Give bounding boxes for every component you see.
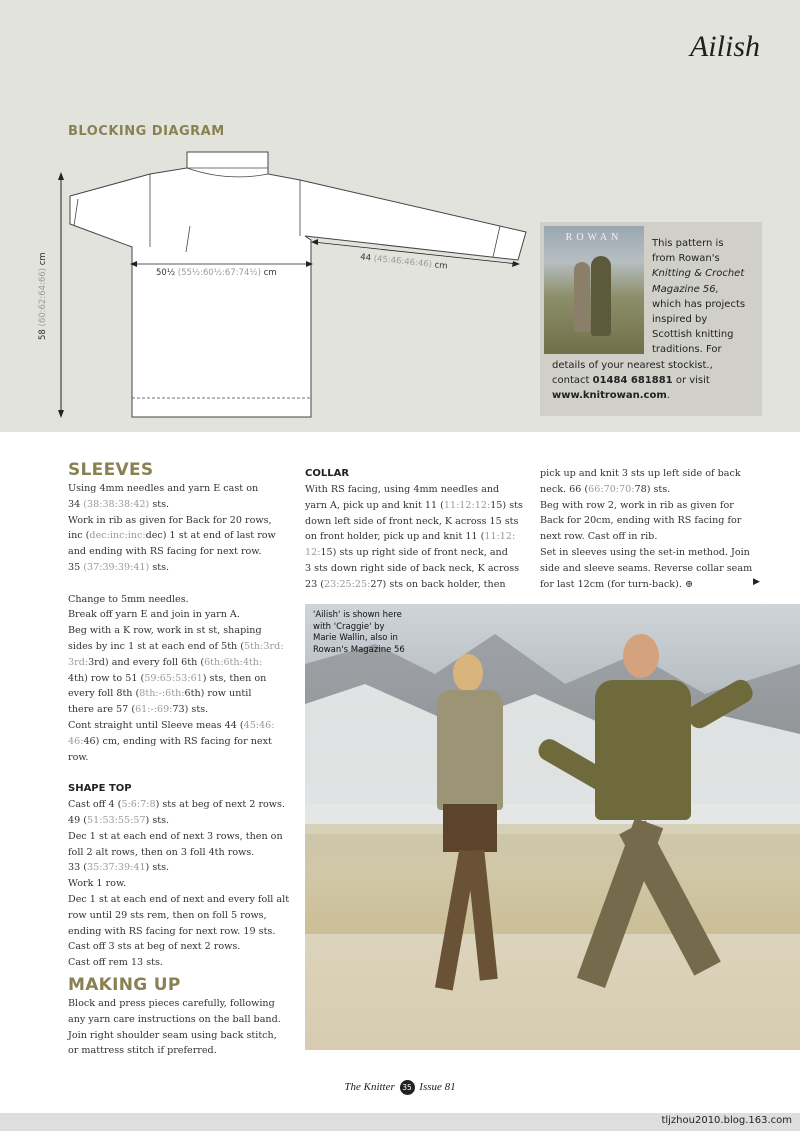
phone-number: 01484 681881	[592, 374, 673, 386]
photo-caption: 'Ailish' is shown here with 'Craggie' by Marie Wallin, also in Rowan's Magazine 56	[313, 610, 405, 655]
rowan-info-box	[540, 222, 762, 416]
watermark: tljzhou2010.blog.163.com	[661, 1115, 792, 1126]
blocking-diagram-heading: BLOCKING DIAGRAM	[68, 124, 225, 139]
magazine-name: The Knitter	[344, 1081, 395, 1094]
column-collar: COLLAR With RS facing, using 4mm needles and yarn A, pick up and knit 11 (11:12:12:15) sts down left side of front neck, K across 15 sts on front holder, pick up and knit 11 (11:12: 12:15) sts up right side of front neck, and 3 sts down right side of back neck, K across 23 (23:25:25:27) sts on back holder, then	[305, 466, 527, 593]
models-photo	[305, 604, 800, 1050]
page-number-badge: 35	[400, 1080, 415, 1095]
shape-top-heading: SHAPE TOP	[68, 783, 132, 795]
man-figure	[535, 634, 755, 1014]
woman-figure	[425, 654, 525, 1014]
column-finishing: pick up and knit 3 sts up left side of back neck. 66 (66:70:70:78) sts. Beg with row 2, work in rib as given for Back for 20cm, ending with RS facing for next row. Cast off in rib. Set in sleeves using the set-in method. Join side and sleeve seams. Reverse collar seam for last 12cm (for turn-back). ⊕	[540, 468, 753, 590]
info-text: This pattern is from Rowan's Knitting & Crochet Magazine 56, which has projects inspired by Scottish knitting traditions. For details of your nearest stockist., contact 01484 681881 or visit www.knitrowan.com.	[552, 238, 746, 402]
column-sleeves: SLEEVES Using 4mm needles and yarn E cast on 34 (38:38:38:42) sts. Work in rib as given for Back for 20 rows, inc (dec:inc:inc:dec) 1 st at end of last row and ending with RS facing for next row. 35 (37:39:39:41) sts. Change to 5mm needles. Break off yarn E and join in yarn A. Beg with a K row, work in st st, shaping sides by inc 1 st at each end of 5th (5th:3rd: 3rd:3rd) and every foll 6th (6th:6th:4th: 4th) row to 51 (59:65:53:61) sts, then on every foll 8th (8th:-:6th:6th) row until there are 57 (61:-:69:73) sts. Cont straight until Sleeve meas 44 (45:46: 46:46) cm, ending with RS facing for next row. SHAPE TOP Cast off 4 (5:6:7:8) sts at beg of next 2 rows. 49 (51:53:55:57) sts. Dec 1 st at each end of next 3 rows, then on foll 2 alt rows, then on 3 foll 4th rows. 33 (35:37:39:41) sts. Work 1 row. Dec 1 st at each end of next and every foll alt row until 29 sts rem, then on foll 5 rows, ending with RS facing for next row. 19 sts. Cast off 3 sts at beg of next 2 rows. Cast off rem 13 sts. MAKING UP Block and press pieces carefully, following any yarn care instructions on the ball band. Join right shoulder seam using back stitch, or mattress stitch if preferred.	[68, 460, 300, 1059]
sweater-outline	[30, 140, 550, 425]
page-footer	[0, 1080, 800, 1095]
collar-heading: COLLAR	[305, 468, 350, 479]
width-measurement: 50½ (55½:60½:67:74½) cm	[156, 268, 277, 278]
blocking-diagram	[30, 140, 550, 425]
website-link[interactable]: www.knitrowan.com	[552, 390, 667, 402]
sleeve-measurement: 44 (45:46:46:46) cm	[359, 252, 448, 272]
issue-number: Issue 81	[419, 1081, 456, 1094]
cover-logo: ROWAN	[565, 232, 623, 243]
sleeves-heading: SLEEVES	[68, 460, 154, 480]
page-title: Ailish	[689, 30, 760, 63]
length-measurement: 58 (60:62:64:66) cm	[38, 252, 48, 340]
making-up-heading: MAKING UP	[68, 974, 181, 995]
continue-arrow-icon: ▶	[753, 577, 760, 587]
